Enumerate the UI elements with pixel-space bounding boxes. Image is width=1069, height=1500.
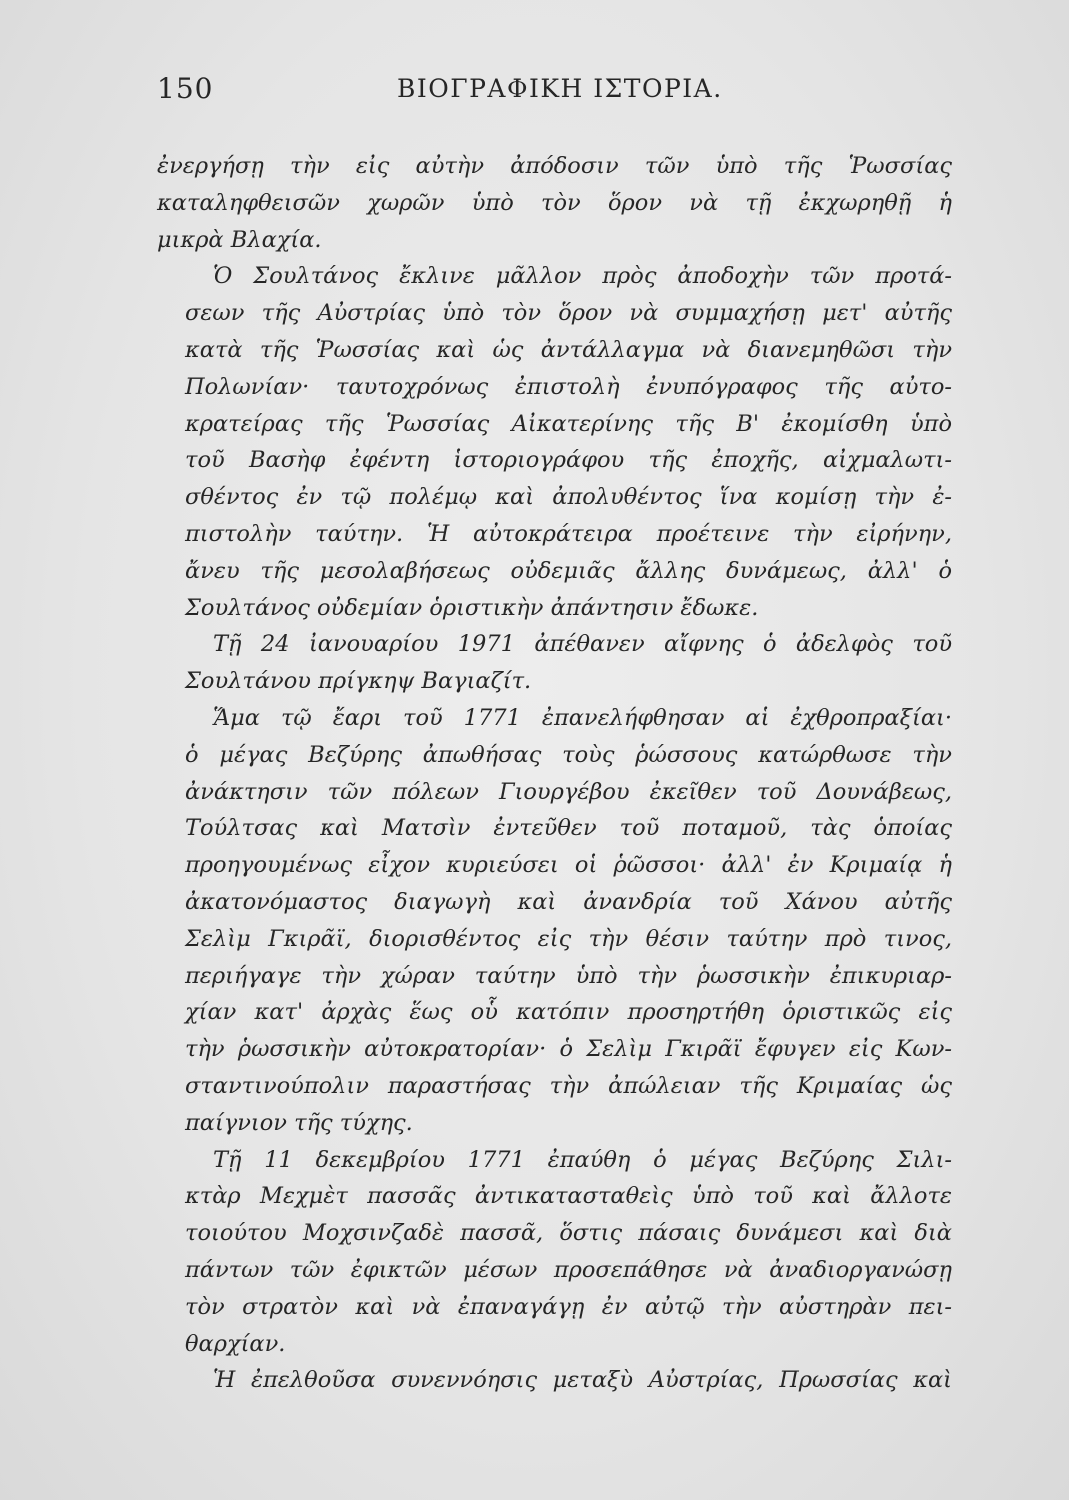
text-line: τοῦ Βασὴφ ἐφέντη ἱστοριογράφου τῆς ἐποχῆς, αἰχμαλωτι- [185,447,952,474]
text-line: Τῇ 24 ἰανουαρίου 1971 ἀπέθανεν αἴφνης ὁ ἀδελφὸς τοῦ [213,631,952,658]
text-line: σεων τῆς Αὐστρίας ὑπὸ τὸν ὅρον νὰ συμμαχήσῃ μετ' αὐτῆς [185,300,952,327]
text-line: Ὁ Σουλτάνος ἔκλινε μᾶλλον πρὸς ἀποδοχὴν τῶν προτά- [213,263,952,290]
text-line: σταντινούπολιν παραστήσας τὴν ἀπώλειαν τῆς Κριμαίας ὡς [185,1072,952,1099]
text-line: σθέντος ἐν τῷ πολέμῳ καὶ ἀπολυθέντος ἵνα κομίσῃ τὴν ἐ- [185,484,952,511]
page-header [157,72,952,112]
text-line: ἐνεργήσῃ τὴν εἰς αὐτὴν ἀπόδοσιν τῶν ὑπὸ τῆς Ῥωσσίας [157,153,952,179]
text-line: τὸν στρατὸν καὶ νὰ ἐπαναγάγῃ ἐν αὐτῷ τὴν αὐστηρὰν πει- [185,1293,952,1320]
text-line: πιστολὴν ταύτην. Ἡ αὐτοκράτειρα προέτεινε τὴν εἰρήνην, [185,520,952,547]
body-text [157,148,952,1399]
text-line: Σουλτάνου πρίγκηψ Βαγιαζίτ. [185,668,532,695]
text-line: Σελὶμ Γκιρᾶϊ, διορισθέντος εἰς τὴν θέσιν ταύτην πρὸ τινος, [185,925,952,952]
text-line: Πολωνίαν· ταυτοχρόνως ἐπιστολὴ ἐνυπόγραφος τῆς αὐτο- [185,373,952,400]
text-line: καταληφθεισῶν χωρῶν ὑπὸ τὸν ὅρον νὰ τῇ ἐκχωρηθῇ ἡ [157,189,952,216]
text-line: πάντων τῶν ἐφικτῶν μέσων προσεπάθησε νὰ ἀναδιοργανώσῃ [185,1256,952,1283]
text-line: προηγουμένως εἶχον κυριεύσει οἱ ῥῶσσοι· ἀλλ' ἐν Κριμαίᾳ ἡ [185,852,952,879]
paragraph [157,626,952,700]
text-line: Τούλτσας καὶ Ματσὶν ἐντεῦθεν τοῦ ποταμοῦ, τὰς ὁποίας [185,815,952,842]
text-line: Ἡ ἐπελθοῦσα συνεννόησις μεταξὺ Αὐστρίας, Πρωσσίας καὶ [213,1367,952,1394]
paragraph [157,1142,952,1363]
text-line: ἀνάκτησιν τῶν πόλεων Γιουργέβου ἐκεῖθεν τοῦ Δουνάβεως, [185,778,952,805]
text-line: παίγνιον τῆς τύχης. [185,1109,413,1136]
text-line: ἀκατονόμαστος διαγωγὴ καὶ ἀνανδρία τοῦ Χάνου αὐτῆς [185,888,952,915]
text-line: ὁ μέγας Βεζύρης ἀπωθήσας τοὺς ῥώσσους κατώρθωσε τὴν [185,741,952,768]
text-line: θαρχίαν. [185,1330,286,1357]
text-line: κατὰ τῆς Ῥωσσίας καὶ ὡς ἀντάλλαγμα νὰ διανεμηθῶσι τὴν [185,336,952,363]
text-line: περιήγαγε τὴν χώραν ταύτην ὑπὸ τὴν ῥωσσικὴν ἐπικυριαρ- [185,962,952,989]
text-line: κτὰρ Μεχμὲτ πασσᾶς ἀντικατασταθεὶς ὑπὸ τοῦ καὶ ἄλλοτε [185,1183,952,1210]
page-number: 150 [157,72,214,105]
text-line: κρατείρας τῆς Ῥωσσίας Αἰκατερίνης τῆς Β' ἐκομίσθη ὑπὸ [185,410,952,437]
paragraph [157,1362,952,1399]
text-line: τὴν ῥωσσικὴν αὐτοκρατορίαν· ὁ Σελὶμ Γκιρᾶϊ ἔφυγεν εἰς Κων- [185,1036,952,1063]
text-line: χίαν κατ' ἀρχὰς ἕως οὗ κατόπιν προσηρτήθη ὁριστικῶς εἰς [185,999,952,1026]
paragraph [157,148,952,258]
paragraph [157,258,952,626]
text-line: Τῇ 11 δεκεμβρίου 1771 ἐπαύθη ὁ μέγας Βεζύρης Σιλι- [213,1146,952,1173]
text-line: Ἅμα τῷ ἔαρι τοῦ 1771 ἐπανελήφθησαν αἱ ἐχθροπραξίαι· [213,704,952,731]
text-line: τοιούτου Μοχσινζαδὲ πασσᾶ, ὅστις πάσαις δυνάμεσι καὶ διὰ [185,1220,952,1247]
running-title: ΒΙΟΓΡΑΦΙΚΗ ΙΣΤΟΡΙΑ. [397,74,723,103]
text-line: μικρὰ Βλαχία. [157,226,322,253]
text-line: Σουλτάνος οὐδεμίαν ὁριστικὴν ἀπάντησιν ἔδωκε. [185,594,759,621]
paragraph [157,700,952,1142]
text-line: ἄνευ τῆς μεσολαβήσεως οὐδεμιᾶς ἄλλης δυνάμεως, ἀλλ' ὁ [185,557,952,584]
